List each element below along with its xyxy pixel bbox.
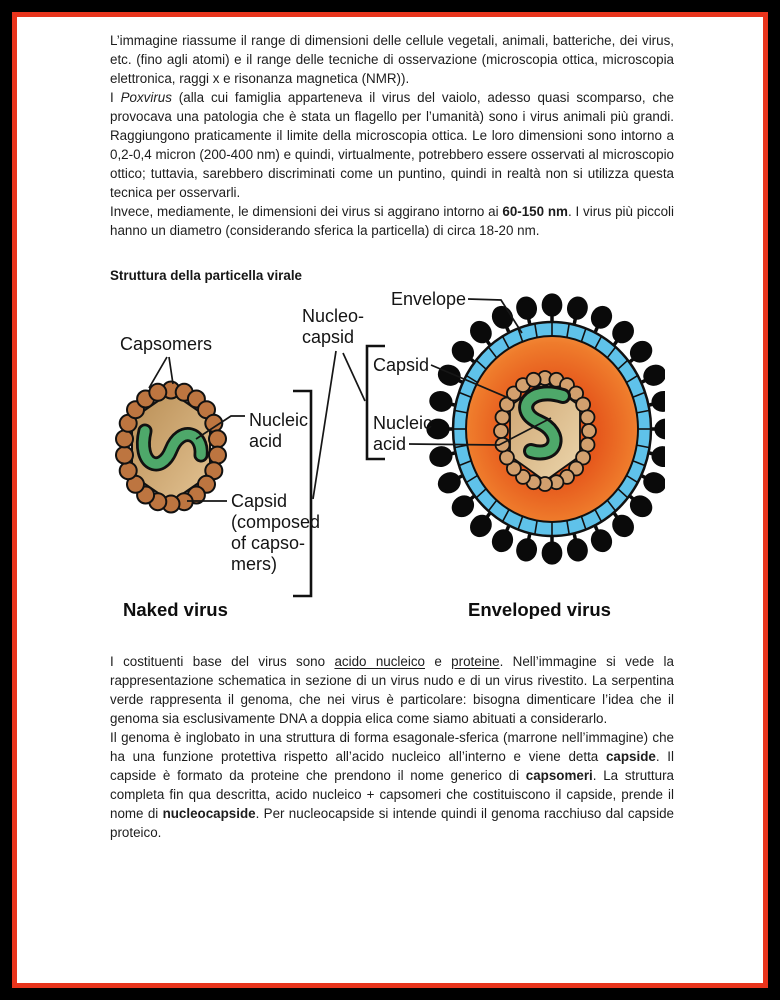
constituents-paragraph: I costituenti base del virus sono acido nucleico e proteine. Nell’immagine si vede la rappresentazione schematica in sezione di un virus nudo e di un virus rivestito. La serpentina verde rappresenta il genoma, che nei virus è particolare: bisogna dimenticare l’idea che il genoma sia esclusivamente DNA a doppia elica come siamo abituati a considerarlo. — [110, 654, 674, 726]
section-heading: Struttura della particella virale — [110, 268, 303, 283]
envelope-label: Envelope — [391, 289, 467, 309]
svg-text:mers): mers) — [231, 554, 277, 574]
svg-text:of capso-: of capso- — [231, 533, 306, 553]
naked-virus-caption: Naked virus — [123, 599, 228, 619]
nucleocapsid-label: Nucleo- — [302, 306, 365, 326]
virus-size-paragraph: Invece, mediamente, le dimensioni dei virus si aggirano intorno ai 60-150 nm. I virus più piccoli hanno un diametro (considerando sferica la particella) di circa 18-20 nm. — [110, 204, 674, 238]
nucleocapsid-connector-left — [313, 351, 336, 499]
document-content — [17, 17, 763, 842]
naked-nucleic-acid-label: Nucleic — [249, 410, 309, 430]
nucleocapsid-connector-right — [343, 353, 365, 401]
capsomers-label: Capsomers — [120, 334, 213, 354]
intro-paragraph: L’immagine riassume il range di dimensioni delle cellule vegetali, animali, batteriche, dei virus, etc. (fino agli atomi) e il range delle tecniche di osservazione (microscopia ottica, microscopia elettronica, raggi x e risonanza magnetica (NMR)). — [110, 33, 674, 86]
enveloped-nucleic-acid-label: Nucleic — [373, 413, 433, 433]
svg-text:capsid: capsid — [302, 327, 355, 347]
virus-structure-diagram — [105, 289, 665, 619]
capsid-definition-paragraph: Il genoma è inglobato in una struttura di forma esagonale-sferica (marrone nell’immagine) che ha una funzione protettiva rispetto all’acido nucleico all’interno e viene detta capside. Il capside è formato da proteine che prendono il nome generico di capsomeri. La struttura completa fin qua descritta, acido nucleico + capsomeri che costituiscono il capside, prende il nome di nucleocapside. Per nucleocapside si intende quindi il genoma racchiuso dal capside proteico. — [110, 730, 674, 840]
svg-text:acid: acid — [249, 431, 283, 451]
svg-text:(composed: (composed — [231, 512, 321, 532]
document-page — [12, 12, 768, 988]
svg-text:acid: acid — [373, 434, 407, 454]
enveloped-virus-caption: Enveloped virus — [468, 599, 611, 619]
enveloped-virus-illustration — [428, 295, 665, 563]
naked-capsid-label: Capsid — [231, 491, 288, 511]
naked-virus-illustration — [116, 382, 226, 513]
poxvirus-paragraph: I Poxvirus (alla cui famiglia apparteneva il virus del vaiolo, adesso quasi scomparso, che provocava una patologia che è stata un flagello per l’umanità) sono i virus animali più grandi. Raggiungono praticamente il limite della microscopia ottica. Le loro dimensioni sono intorno a 0,2-0,4 micron (200-400 nm) e quindi, virtualmente, potrebbero essere osservati al microscopio ottico; tuttavia, sarebbero discriminati come un puntino, quindi in realtà non si utilizza questa tecnica per osservarli. — [110, 90, 674, 200]
enveloped-capsid-label: Capsid — [373, 355, 430, 375]
